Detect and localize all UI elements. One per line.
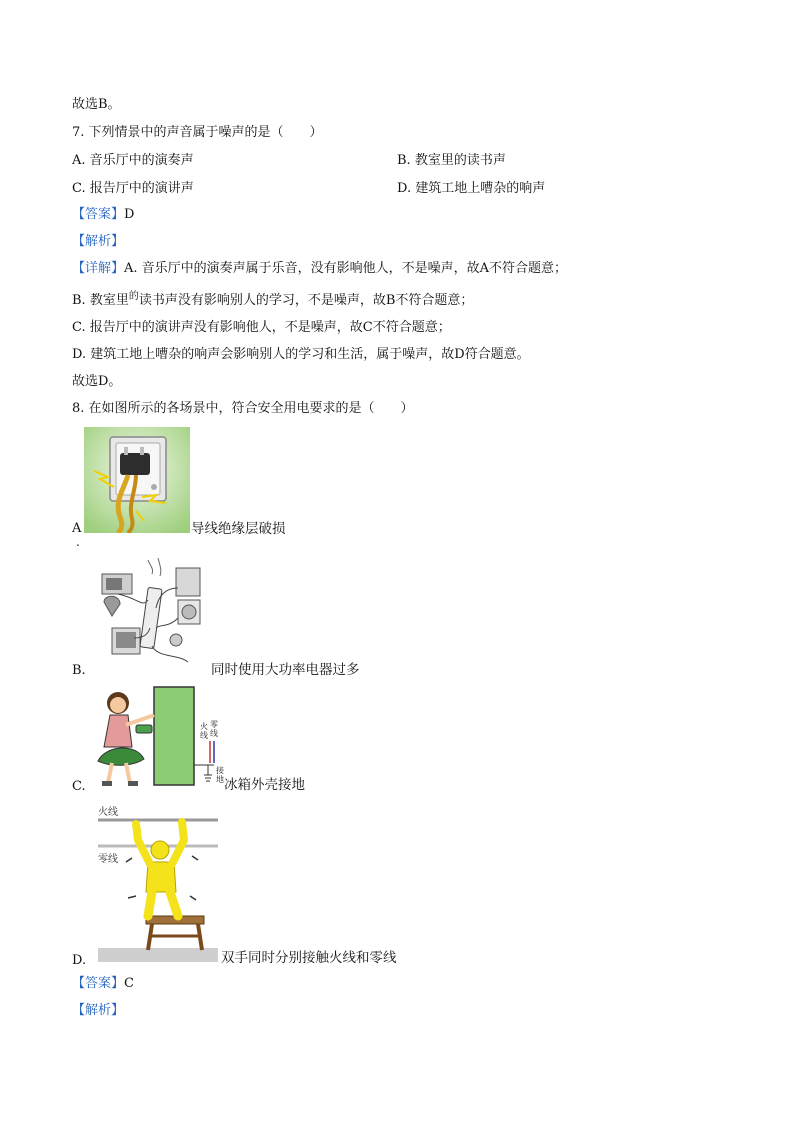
option-d-image xyxy=(96,800,220,964)
detail-a-text: A. 音乐厅中的演奏声属于乐音，没有影响他人，不是噪声，故A不符合题意； xyxy=(124,261,568,276)
option-a-letter: A xyxy=(72,521,82,536)
option-b-image xyxy=(98,558,210,666)
option-a-dot: . xyxy=(76,535,80,549)
q7-option-d: D. 建筑工地上嘈杂的响声 xyxy=(397,181,546,196)
answer-value: D xyxy=(124,207,135,222)
detail-tag: 【详解】 xyxy=(72,261,125,276)
q7-detail-d: D. 建筑工地上嘈杂的响声会影响别人的学习和生活，属于噪声，故D符合题意。 xyxy=(72,347,530,362)
option-a-caption: 导线绝缘层破损 xyxy=(191,521,286,537)
label-ground xyxy=(216,766,224,784)
q7-stem: 7. 下列情景中的声音属于噪声的是（ ） xyxy=(72,125,323,140)
q7-option-a: A. 音乐厅中的演奏声 xyxy=(72,153,194,168)
label-zero-2: 线 xyxy=(210,729,218,738)
option-c-caption: 冰箱外壳接地 xyxy=(224,777,305,793)
option-b-caption: 同时使用大功率电器过多 xyxy=(211,662,360,678)
q7-option-b: B. 教室里的读书声 xyxy=(397,153,506,168)
label-zero-wire xyxy=(210,720,218,738)
label-ground-1: 接 xyxy=(216,766,224,775)
option-b-letter: B. xyxy=(72,663,86,678)
q8-answer-tag: 【答案】 xyxy=(72,976,125,991)
q7-detail-a xyxy=(72,261,567,277)
label-fire-1: 火 xyxy=(200,722,208,731)
label-d-zero: 零线 xyxy=(98,854,118,865)
answer-tag: 【答案】 xyxy=(72,207,125,222)
label-fire-wire xyxy=(200,722,208,740)
option-d-caption: 双手同时分别接触火线和零线 xyxy=(221,950,397,966)
q8-stem: 8. 在如图所示的各场景中，符合安全用电要求的是（ ） xyxy=(72,401,414,416)
q7-option-c: C. 报告厅中的演讲声 xyxy=(72,181,194,196)
q7-detail-c: C. 报告厅中的演讲声没有影响他人，不是噪声，故C不符合题意； xyxy=(72,320,451,335)
q7-conclusion: 故选D。 xyxy=(72,374,122,389)
q8-answer xyxy=(72,976,134,992)
label-fire-2: 线 xyxy=(200,731,208,740)
detail-b-pre: B. 教室里 xyxy=(72,293,129,308)
q7-answer xyxy=(72,207,134,223)
label-zero-1: 零 xyxy=(210,720,218,729)
detail-b-post: 读书声没有影响别人的学习，不是噪声，故B不符合题意； xyxy=(138,293,474,308)
option-c-letter: C. xyxy=(72,779,86,794)
q7-analysis-tag: 【解析】 xyxy=(72,234,125,249)
intro-answer: 故选B。 xyxy=(72,97,121,112)
label-d-fire: 火线 xyxy=(98,807,118,818)
q8-analysis-tag: 【解析】 xyxy=(72,1003,125,1018)
q8-answer-value: C xyxy=(124,976,134,991)
label-ground-2: 地 xyxy=(216,775,224,784)
option-a-image xyxy=(84,427,190,533)
q7-detail-b xyxy=(72,293,473,310)
detail-b-sup: 的 xyxy=(128,291,139,302)
option-d-letter: D. xyxy=(72,953,87,968)
